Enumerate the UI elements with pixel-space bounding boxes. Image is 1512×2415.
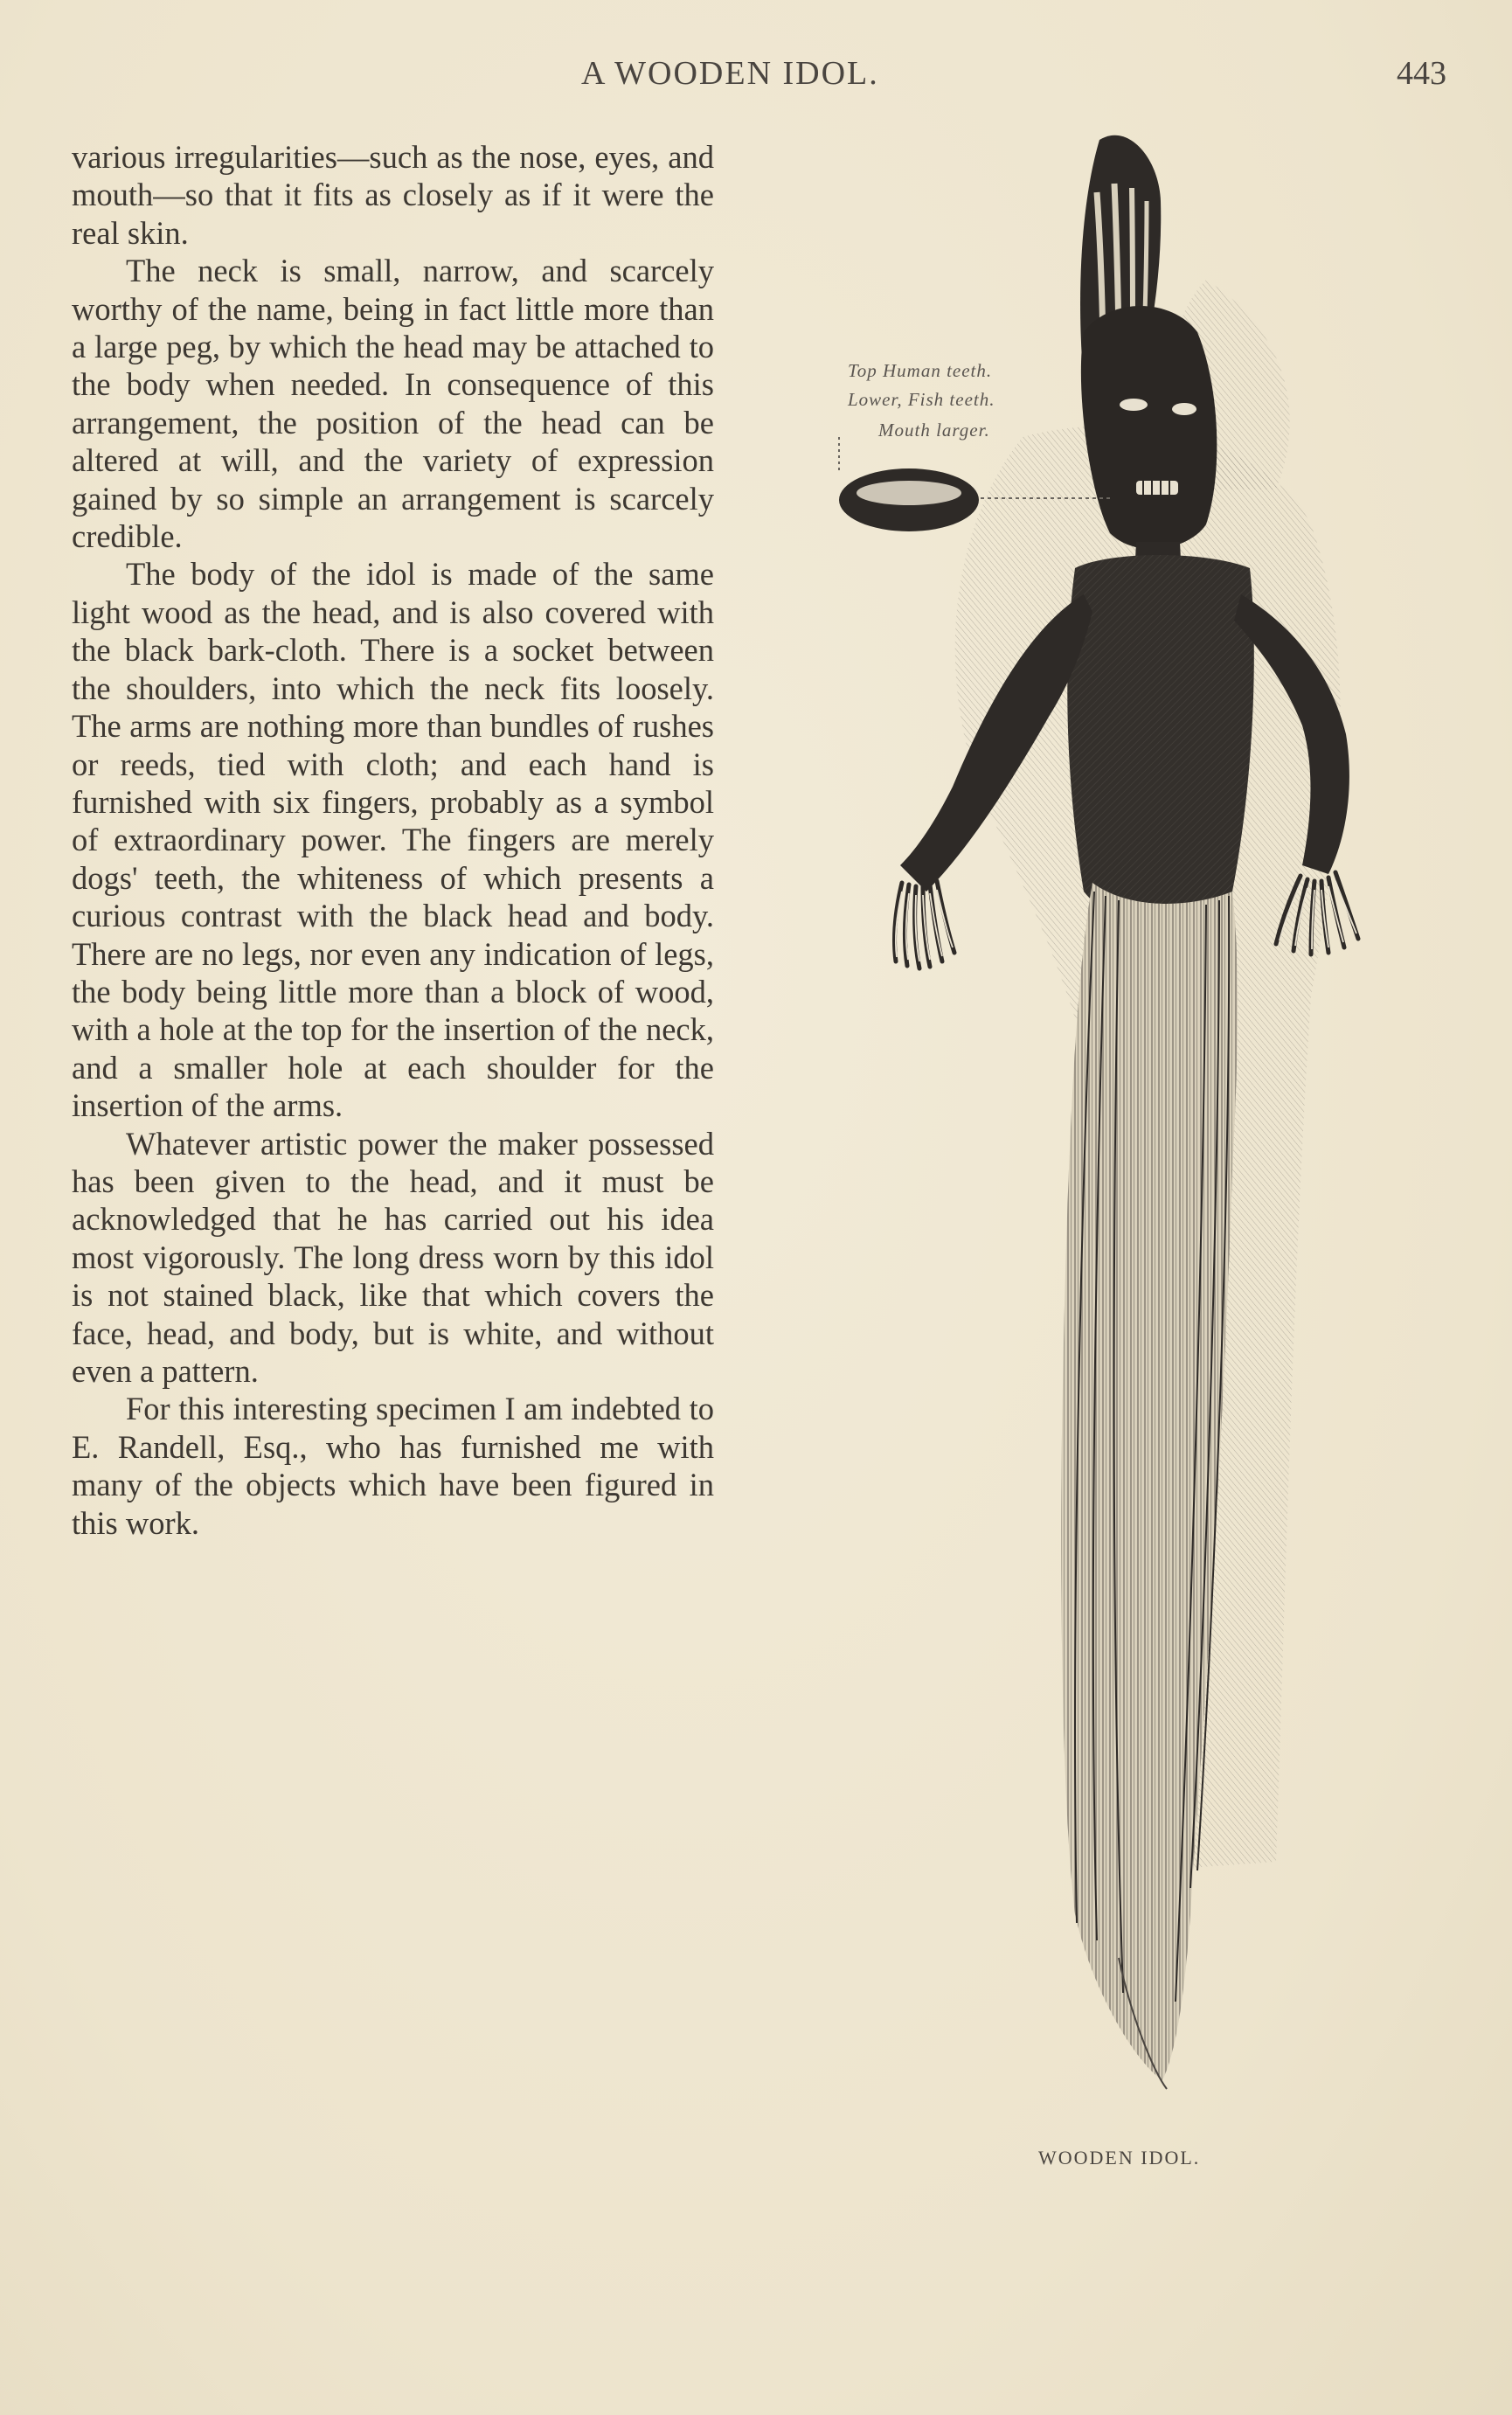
figure-caption: WOODEN IDOL. bbox=[1038, 2147, 1201, 2169]
body-text bbox=[72, 138, 714, 1542]
paragraph-2: The neck is small, narrow, and scarcely worthy of the name, being in fact little more than a large peg, by which the head may be attached to the body when needed. In consequence of this arrangement, the position of the head can be altered at will, and the variety of expression gained by so simple an arrangement is scarcely credible. bbox=[72, 253, 714, 555]
running-title: A WOODEN IDOL. bbox=[581, 55, 879, 92]
annotation-mouth: Mouth larger. bbox=[878, 420, 990, 441]
page-number: 443 bbox=[1397, 55, 1446, 92]
paragraph-1: various irregularities—such as the nose, eyes, and mouth—so that it fits as closely as if it were the real skin. bbox=[72, 139, 714, 251]
paragraph-4: Whatever artistic power the maker possessed has been given to the head, and it must be acknowledged that he has carried out his idea most vigorously. The long dress worn by this idol is not stained black, like that which covers the face, head, and body, but is white, and without even a pattern. bbox=[72, 1125, 714, 1389]
wooden-idol-illustration bbox=[822, 122, 1433, 2150]
paragraph-3: The body of the idol is made of the same light wood as the head, and is also covered with the black bark-cloth. There is a socket between the shoulders, into which the neck fits loosely. The arms are nothing more than bundles of rushes or reeds, tied with cloth; and each hand is furnished with six fingers, probably as a symbol of extraordinary power. The fingers are merely dogs' teeth, the whiteness of which presents a curious contrast with the black head and body. There are no legs, nor even any indication of legs, the body being little more than a block of wood, with a hole at the top for the insertion of the neck, and a smaller hole at each shoulder for the insertion of the arms. bbox=[72, 556, 714, 1124]
annotation-top-teeth: Top Human teeth. bbox=[848, 360, 993, 381]
running-head bbox=[0, 54, 1512, 107]
annotation-lower-teeth: Lower, Fish teeth. bbox=[848, 389, 995, 410]
paragraph-5: For this interesting specimen I am indebted to E. Randell, Esq., who has furnished me with many of the objects which have been figured in this work. bbox=[72, 1391, 714, 1541]
